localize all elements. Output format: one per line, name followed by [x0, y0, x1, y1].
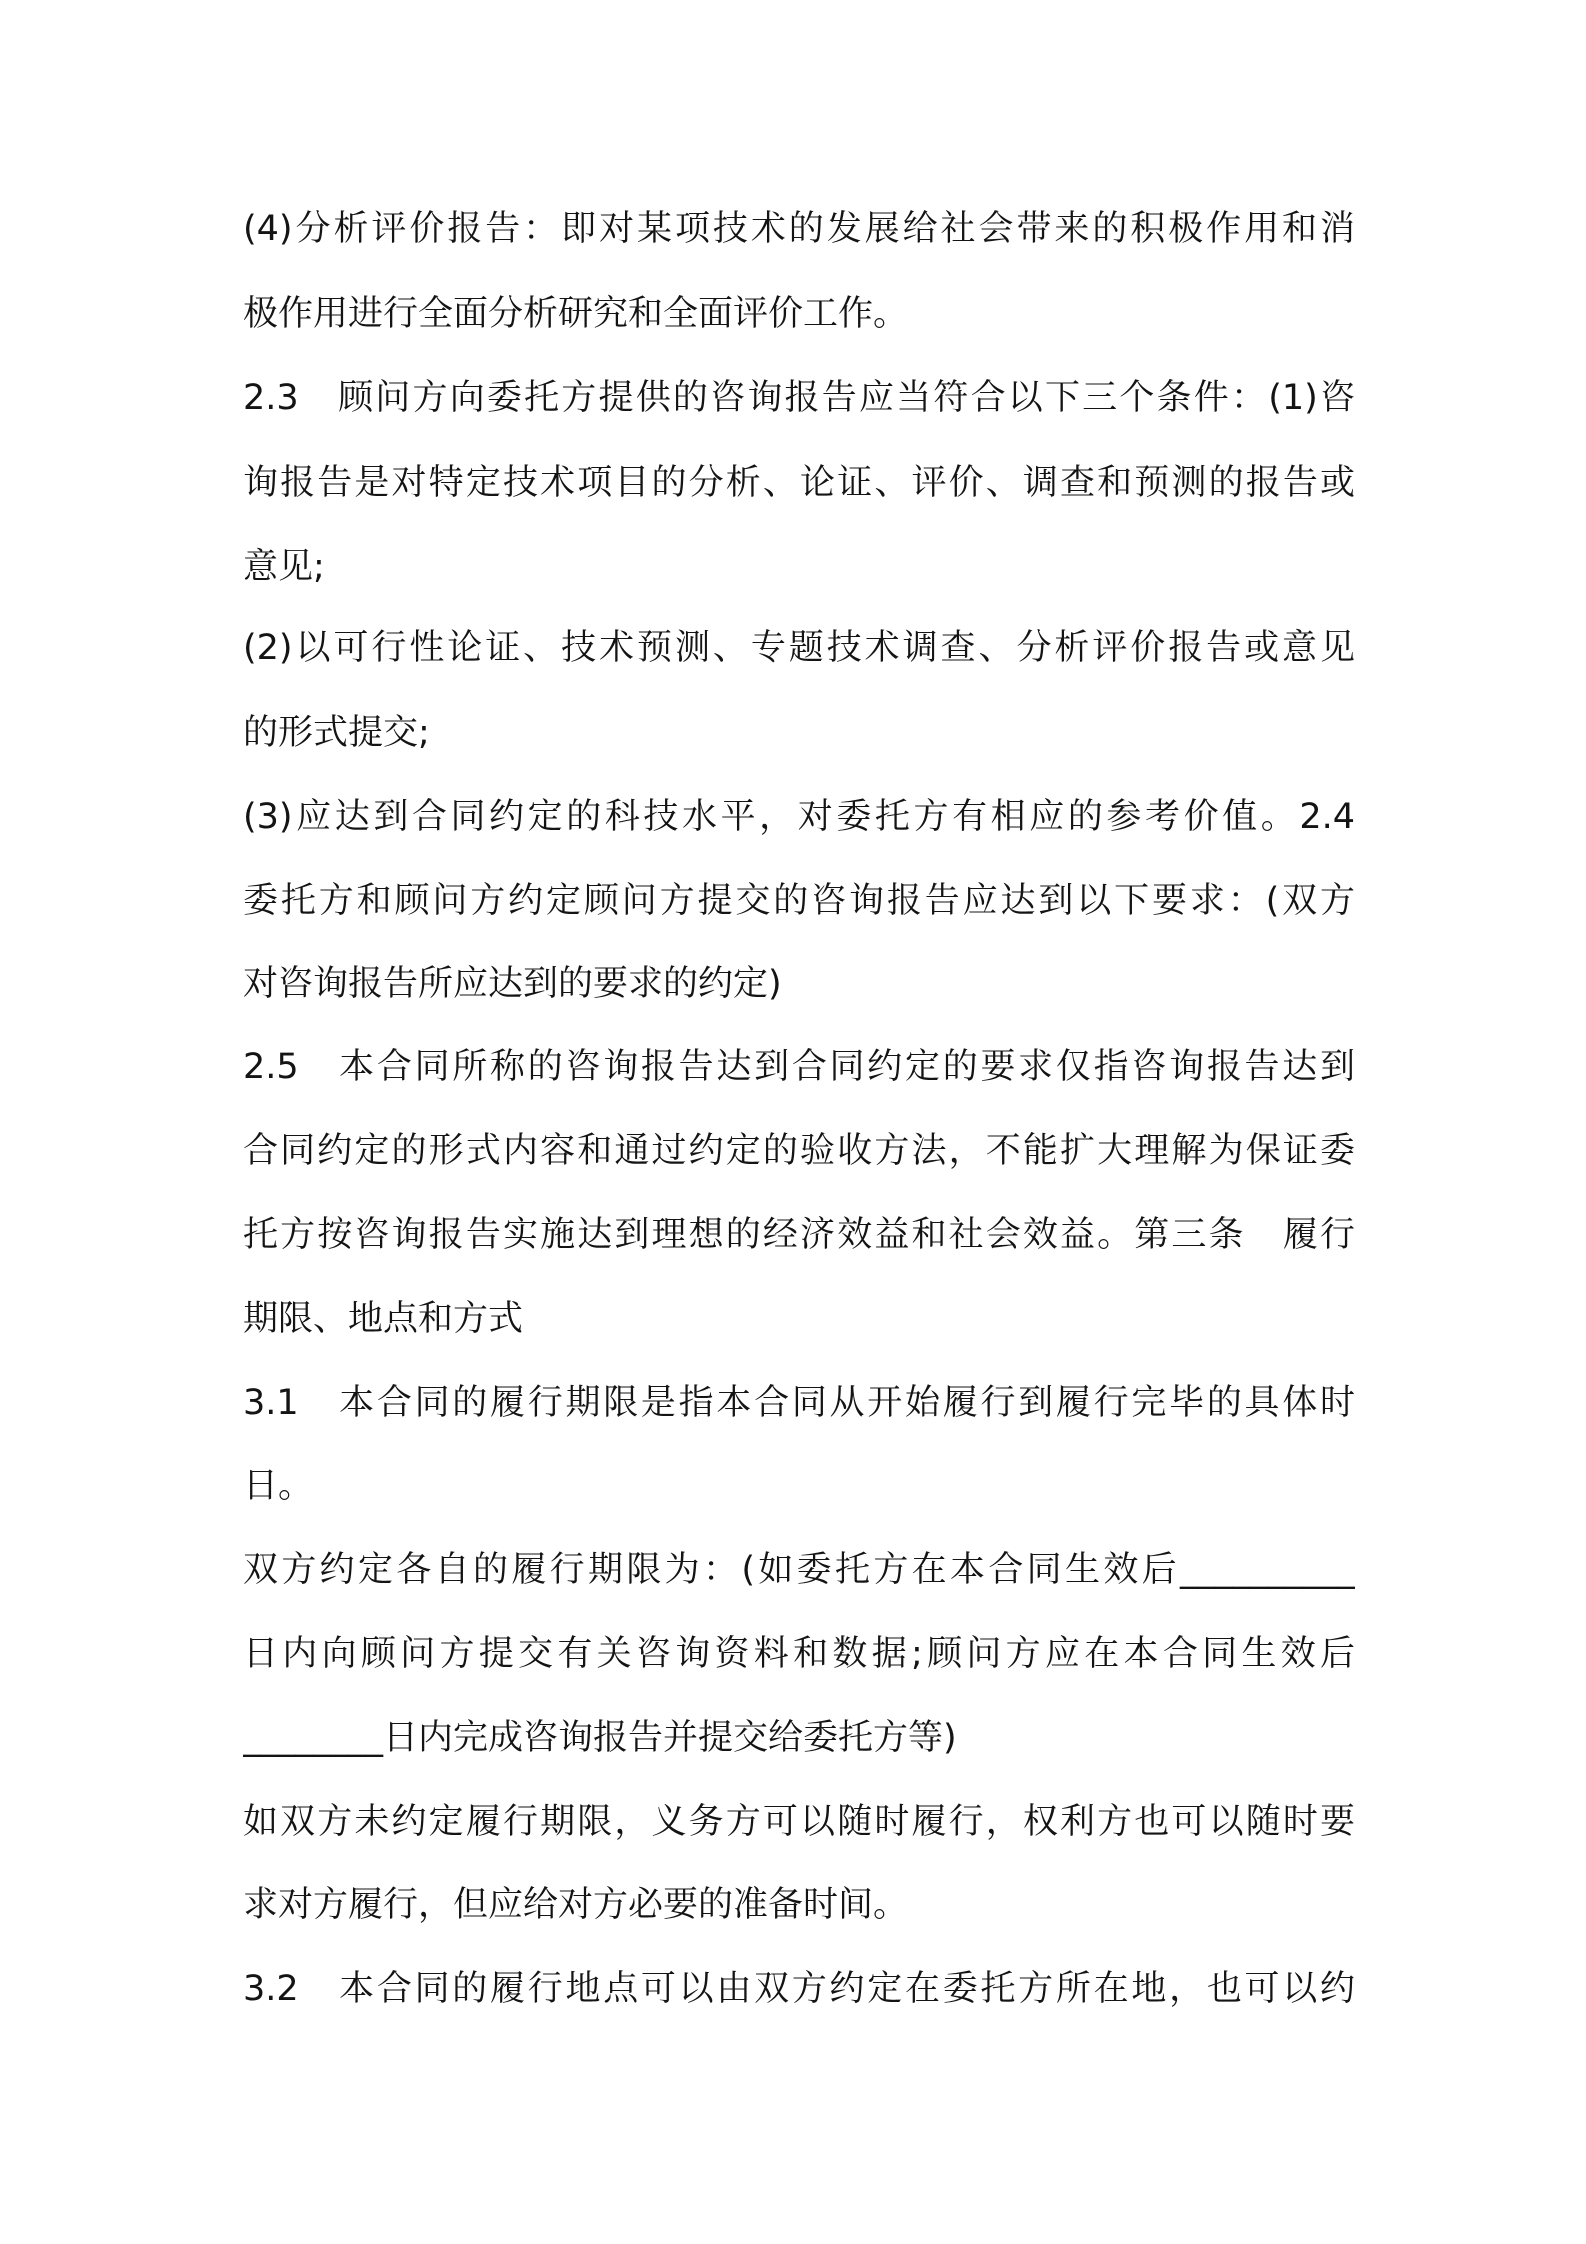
text-line: 3.2 本合同的履行地点可以由双方约定在委托方所在地，也可以约 — [243, 1969, 1355, 2009]
text-line: 如双方未约定履行期限，义务方可以随时履行，权利方也可以随时要 — [243, 1802, 1355, 1842]
text-line: ________日内完成咨询报告并提交给委托方等) — [243, 1718, 957, 1758]
text-line: (3)应达到合同约定的科技水平，对委托方有相应的参考价值。2.4 — [243, 797, 1355, 837]
text-line: 托方按咨询报告实施达到理想的经济效益和社会效益。第三条 履行 — [243, 1215, 1355, 1255]
text-line: 日。 — [243, 1466, 314, 1506]
text-line: 合同约定的形式内容和通过约定的验收方法，不能扩大理解为保证委 — [243, 1131, 1355, 1171]
text-line: 对咨询报告所应达到的要求的约定) — [243, 964, 782, 1004]
text-line: 期限、地点和方式 — [243, 1299, 524, 1339]
text-line: 求对方履行，但应给对方必要的准备时间。 — [243, 1885, 909, 1925]
text-line: 的形式提交; — [243, 713, 430, 753]
text-line: 极作用进行全面分析研究和全面评价工作。 — [243, 294, 909, 334]
text-line: 日内向顾问方提交有关咨询资料和数据;顾问方应在本合同生效后 — [243, 1634, 1355, 1674]
text-line: 2.3 顾问方向委托方提供的咨询报告应当符合以下三个条件：(1)咨 — [243, 378, 1355, 418]
text-line: 2.5 本合同所称的咨询报告达到合同约定的要求仅指咨询报告达到 — [243, 1047, 1355, 1087]
text-line: 双方约定各自的履行期限为：(如委托方在本合同生效后__________ — [243, 1550, 1355, 1590]
text-line: 委托方和顾问方约定顾问方提交的咨询报告应达到以下要求：(双方 — [243, 881, 1355, 921]
text-line: 意见; — [243, 547, 325, 587]
text-line: 询报告是对特定技术项目的分析、论证、评价、调查和预测的报告或 — [243, 463, 1355, 503]
text-line: (4)分析评价报告：即对某项技术的发展给社会带来的积极作用和消 — [243, 209, 1355, 249]
text-line: 3.1 本合同的履行期限是指本合同从开始履行到履行完毕的具体时 — [243, 1383, 1355, 1423]
text-line: (2)以可行性论证、技术预测、专题技术调查、分析评价报告或意见 — [243, 628, 1355, 668]
